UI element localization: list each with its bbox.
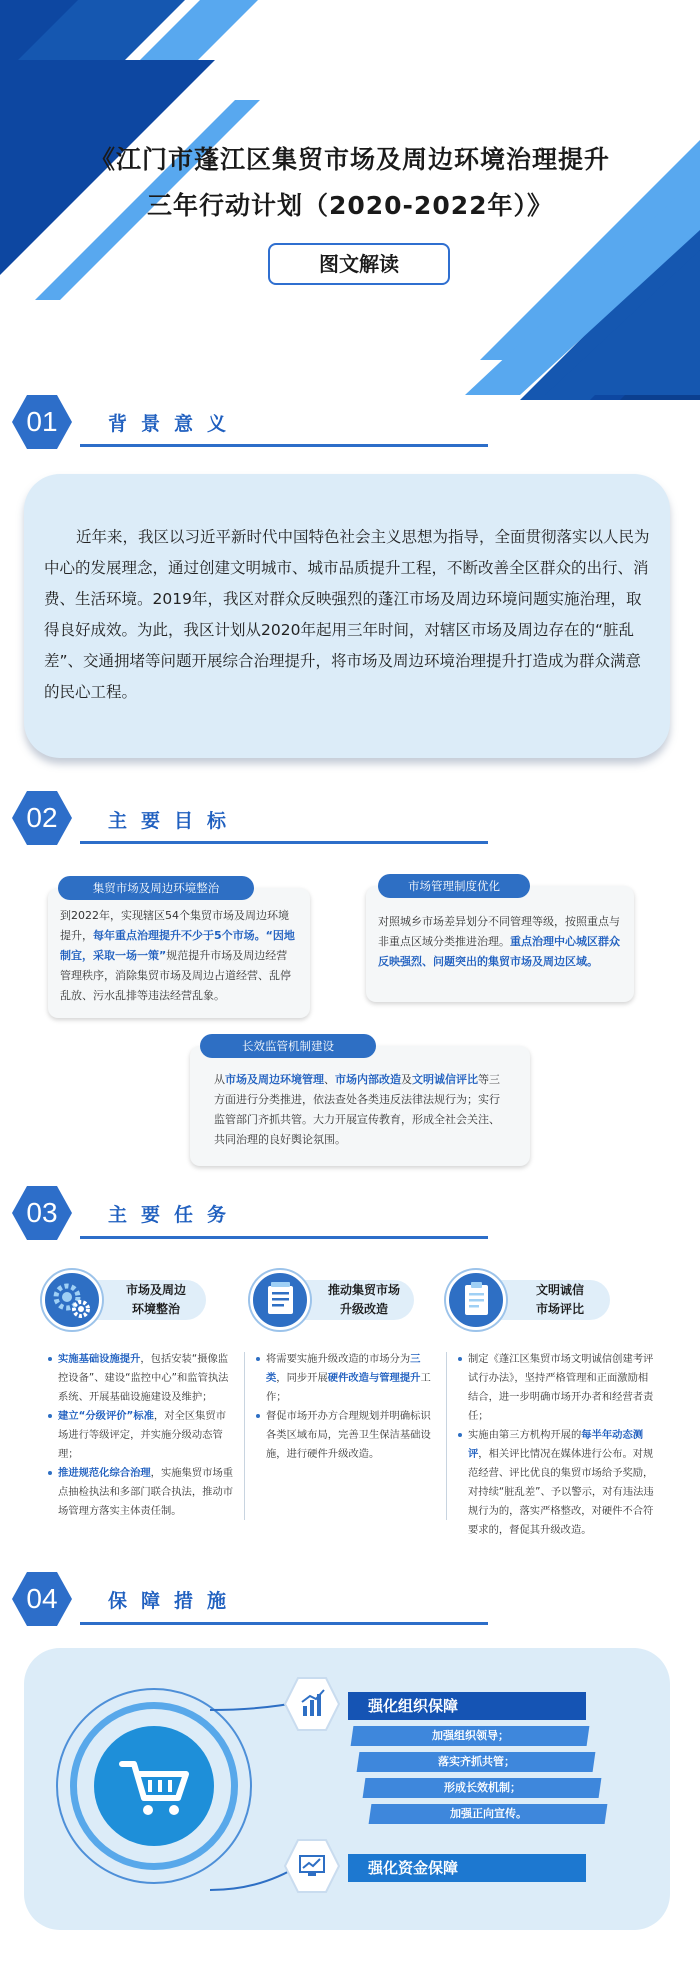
goal-highlight: 重点治理中心城区群众反映强烈、问题突出的集贸市场及周边区域。 (378, 935, 620, 968)
section-number-03: 03 (12, 1186, 72, 1240)
section-underline (80, 841, 488, 844)
section-title-guarantee: 保障措施 (108, 1590, 241, 1612)
interpretation-badge: 图文解读 (268, 243, 450, 285)
monitor-chart-icon (284, 1838, 340, 1894)
task-head-upgrade (250, 1274, 414, 1326)
goal-tag-market-environment: 集贸市场及周边环境整治 (58, 876, 254, 900)
guarantee-bar-organization: 强化组织保障 (348, 1692, 586, 1720)
section-underline (80, 1236, 488, 1239)
section-title-goals: 主要目标 (108, 810, 241, 832)
goal-text: 到2022年，实现辖区54个集贸市场及周边环境提升， (60, 909, 289, 942)
goal-highlight: “因地制宜，采取一场一策” (60, 929, 295, 962)
goal-tag-management-system: 市场管理制度优化 (378, 874, 530, 898)
task-label: 推动集贸市场 升级改造 (327, 1283, 400, 1316)
document-list-icon (250, 1270, 310, 1330)
section-number-02: 02 (12, 791, 72, 845)
clipboard-icon (446, 1270, 506, 1330)
goal-text: 从 (214, 1073, 225, 1086)
guarantee-sub-item: 加强正向宣传。 (369, 1804, 608, 1824)
goal-text: 规范提升市场及周边经营管理秩序，消除集贸市场及周边占道经营、乱停乱放、污水乱排等违法经营乱象。 (60, 949, 291, 1002)
doc-title-line2: 三年行动计划（2020-2022年）》 (146, 191, 554, 220)
section-number-04: 04 (12, 1572, 72, 1626)
goal-card-market-environment (48, 888, 310, 1018)
goal-text: 及 (401, 1073, 412, 1086)
list-item: 制定《蓬江区集贸市场文明诚信创建考评试行办法》，坚持严格管理和正面激励相结合，进一步明确市场开办者和经营者责任； (458, 1350, 658, 1426)
goal-highlight: 市场内部改造 (335, 1073, 401, 1086)
goal-text: 、 (324, 1073, 335, 1086)
task-list-upgrade (256, 1350, 436, 1464)
gears-icon (42, 1270, 102, 1330)
header-decoration-left (0, 60, 300, 300)
guarantee-sub-item: 形成长效机制； (363, 1778, 602, 1798)
task-label: 市场及周边 环境整治 (125, 1283, 186, 1316)
list-item: 将需要实施升级改造的市场分为三类，同步开展硬件改造与管理提升工作； (256, 1350, 436, 1407)
goal-card-management-system (366, 886, 634, 1002)
list-item: 建立“分级评价”标准，对全区集贸市场进行等级评定，并实施分级动态管理； (48, 1407, 236, 1464)
guarantee-bar-funding: 强化资金保障 (348, 1854, 586, 1882)
guarantee-sub-item: 加强组织领导； (351, 1726, 590, 1746)
goal-highlight: 文明诚信评比 (412, 1073, 478, 1086)
section-title-tasks: 主要任务 (108, 1204, 241, 1226)
task-list-evaluation (458, 1350, 658, 1540)
doc-title-line1: 《江门市蓬江区集贸市场及周边环境治理提升 (89, 145, 610, 174)
column-divider (446, 1352, 447, 1520)
goal-tag-supervision: 长效监管机制建设 (200, 1034, 376, 1058)
task-label: 文明诚信 市场评比 (535, 1283, 584, 1316)
column-divider (244, 1352, 245, 1520)
task-head-evaluation (446, 1274, 610, 1326)
goal-card-supervision (190, 1046, 530, 1166)
list-item: 实施基础设施提升，包括安装“摄像监控设备”、建设“监控中心”和监管执法系统、开展基础设施建设及维护； (48, 1350, 236, 1407)
list-item: 实施由第三方机构开展的每半年动态测评，相关评比情况在媒体进行公布。对规范经营、评比优良的集贸市场给予奖励，对持续“脏乱差”、予以警示，对有违法违规行为的，落实严格整改，对硬件不合符要求的，督促其升级改造。 (458, 1426, 658, 1540)
section-number-01: 01 (12, 395, 72, 449)
task-list-environment (48, 1350, 236, 1521)
background-paragraph: 近年来，我区以习近平新时代中国特色社会主义思想为指导，全面贯彻落实以人民为中心的发展理念，通过创建文明城市、城市品质提升工程，不断改善全区群众的出行、消费、生活环境。2019年，我区对群众反映强烈的蓬江市场及周边环境问题实施治理，取得良好成效。为此，我区计划从2020年起用三年时间，对辖区市场及周边存在的“脏乱差”、交通拥堵等问题开展综合治理提升，将市场及周边环境治理提升打造成为群众满意的民心工程。 (44, 528, 650, 701)
list-item: 推进规范化综合治理，实施集贸市场重点抽检执法和多部门联合执法，推动市场管理方落实主体责任制。 (48, 1464, 236, 1521)
list-item: 督促市场开办方合理规划并明确标识各类区域布局，完善卫生保洁基础设施，进行硬件升级改造。 (256, 1407, 436, 1464)
bar-chart-icon (284, 1676, 340, 1732)
guarantee-sub-item: 落实齐抓共管； (357, 1752, 596, 1772)
section-underline (80, 444, 488, 447)
section-title-background: 背景意义 (108, 413, 241, 435)
shopping-cart-icon (94, 1726, 214, 1846)
goal-highlight: 市场及周边环境管理 (225, 1073, 324, 1086)
goal-highlight: 每年重点治理提升不少于5个市场。 (93, 929, 266, 942)
task-head-environment (42, 1274, 206, 1326)
section-underline (80, 1622, 488, 1625)
goal-text: 对照城乡市场差异划分不同管理等级，按照重点与非重点区域分类推进治理。 (378, 915, 620, 948)
goal-text: 等三方面进行分类推进，依法查处各类违反法律法规行为；实行监管部门齐抓共管。大力开展宣传教育，形成全社会关注、共同治理的良好舆论氛围。 (214, 1073, 500, 1146)
